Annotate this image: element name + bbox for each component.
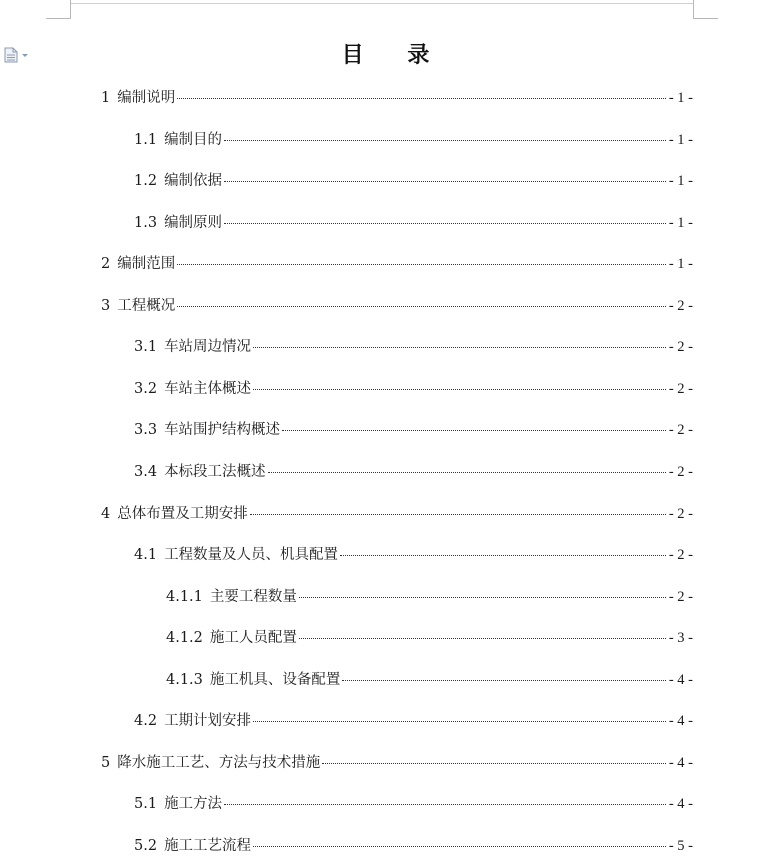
toc-entry[interactable] — [134, 419, 693, 441]
toc-dot-leader — [253, 347, 666, 348]
toc-dot-leader — [282, 430, 666, 431]
crop-mark — [693, 18, 718, 19]
toc-dot-leader — [340, 555, 666, 556]
toc-entry[interactable] — [134, 129, 693, 151]
toc-page-number: - 2 - — [668, 547, 693, 564]
toc-entry-title: 主要工程数量 — [209, 588, 297, 605]
toc-entry-number: 5 — [101, 754, 111, 771]
toc-entry-title: 车站周边情况 — [164, 339, 252, 356]
toc-entry-number: 4.1.3 — [166, 671, 203, 688]
toc-entry-title: 施工人员配置 — [209, 630, 297, 647]
toc-dot-leader — [177, 98, 666, 99]
page-title: 目 录 — [341, 43, 448, 68]
toc-entry-number: 4 — [101, 505, 111, 522]
toc-entry-title: 编制目的 — [164, 131, 223, 148]
toc-entry-title: 编制范围 — [117, 256, 176, 273]
toc-page-number: - 1 - — [668, 173, 693, 190]
toc-entry-number: 3.1 — [134, 339, 158, 356]
toc-entry-number: 3.2 — [134, 380, 158, 397]
toc-page-number: - 1 - — [668, 90, 693, 106]
toc-entry[interactable] — [134, 336, 693, 358]
toc-entry-title: 施工机具、设备配置 — [209, 671, 341, 688]
toc-entry-number: 3.3 — [134, 422, 158, 439]
toc-entry[interactable] — [101, 503, 693, 525]
crop-mark — [46, 18, 71, 19]
toc-entry-number: 3 — [101, 297, 111, 314]
toc-entry-title: 施工方法 — [164, 796, 223, 813]
toc-entry-number: 3.4 — [134, 463, 158, 480]
toc-page-number: - 4 - — [668, 671, 693, 688]
toc-page-number: - 1 - — [668, 214, 693, 231]
toc-page-number: - 1 - — [668, 131, 693, 148]
toc-dot-leader — [224, 223, 666, 224]
toc-entry-title: 工程数量及人员、机具配置 — [164, 547, 339, 564]
toc-entry-number: 5.1 — [134, 796, 158, 813]
toc-entry[interactable] — [134, 544, 693, 566]
toc-entry[interactable] — [101, 295, 693, 317]
toc-entry-title: 本标段工法概述 — [164, 463, 266, 480]
toc-entry[interactable] — [134, 378, 693, 400]
toc-dot-leader — [253, 846, 666, 847]
toc-entry-number: 1.3 — [134, 214, 158, 231]
toc-entry-title: 工期计划安排 — [164, 713, 252, 730]
toc-entry[interactable] — [134, 170, 693, 192]
toc-entry-number: 1.1 — [134, 131, 158, 148]
toc-page-number: - 5 - — [668, 837, 693, 854]
toc-dot-leader — [177, 306, 666, 307]
toc-entry-title: 降水施工工艺、方法与技术措施 — [117, 754, 321, 771]
toc-entry-number: 1.2 — [134, 173, 158, 190]
toc-entry-number: 4.1.2 — [166, 630, 203, 647]
toc-dot-leader — [224, 804, 666, 805]
page-top-edge — [71, 3, 693, 4]
toc-entry[interactable] — [134, 835, 693, 857]
toc-dot-leader — [268, 472, 666, 473]
toc-entry-number: 2 — [101, 256, 111, 273]
toc-entry-title: 施工工艺流程 — [164, 837, 252, 854]
toc-dot-leader — [299, 638, 666, 639]
toc-dot-leader — [322, 763, 666, 764]
toc-page-number: - 2 - — [668, 505, 693, 522]
toc-entry-number: 4.2 — [134, 713, 158, 730]
toc-entry[interactable] — [101, 253, 693, 275]
toc-page-number: - 2 - — [668, 339, 693, 356]
toc-entry-title: 车站围护结构概述 — [164, 422, 281, 439]
toc-entry-title: 编制原则 — [164, 214, 223, 231]
toc-entry[interactable] — [166, 627, 693, 649]
toc-dot-leader — [224, 140, 666, 141]
toc-page-number: - 4 - — [668, 754, 693, 771]
toc-dot-leader — [253, 721, 666, 722]
toc-entry-title: 工程概况 — [117, 297, 176, 314]
toc-page-number: - 2 - — [668, 380, 693, 397]
toc-entry[interactable] — [101, 87, 693, 109]
toc-entry[interactable] — [134, 212, 693, 234]
toc-dot-leader — [250, 514, 666, 515]
toc-entry-title: 总体布置及工期安排 — [117, 505, 248, 522]
toc-dot-leader — [224, 181, 666, 182]
toc-dot-leader — [299, 597, 666, 598]
toc-page-number: - 2 - — [668, 422, 693, 439]
toc-page-number: - 2 - — [668, 297, 693, 314]
toc-entry-title: 编制依据 — [164, 173, 223, 190]
toc-entry[interactable] — [134, 710, 693, 732]
toc-page-number: - 4 - — [668, 713, 693, 730]
toc-page-number: - 2 - — [668, 588, 693, 605]
toc-entry-number: 4.1.1 — [166, 588, 203, 605]
toc-entry[interactable] — [101, 752, 693, 774]
toc-entry[interactable] — [166, 669, 693, 691]
toc-entry-title: 编制说明 — [117, 90, 176, 106]
crop-mark — [693, 0, 694, 18]
toc-dot-leader — [342, 680, 665, 681]
toc-page-number: - 4 - — [668, 796, 693, 813]
toc-page-number: - 1 - — [668, 256, 693, 273]
toc-entry-number: 5.2 — [134, 837, 158, 854]
toc-page-number: - 3 - — [668, 630, 693, 647]
toc-page-number: - 2 - — [668, 463, 693, 480]
toc-entry[interactable] — [134, 461, 693, 483]
toc-entry[interactable] — [166, 586, 693, 608]
toc-dot-leader — [253, 389, 666, 390]
toc-entry-title: 车站主体概述 — [164, 380, 252, 397]
toc-entry-number: 1 — [101, 90, 111, 106]
toc-entry-number: 4.1 — [134, 547, 158, 564]
toc-entry[interactable] — [134, 793, 693, 815]
toc-dot-leader — [177, 264, 666, 265]
